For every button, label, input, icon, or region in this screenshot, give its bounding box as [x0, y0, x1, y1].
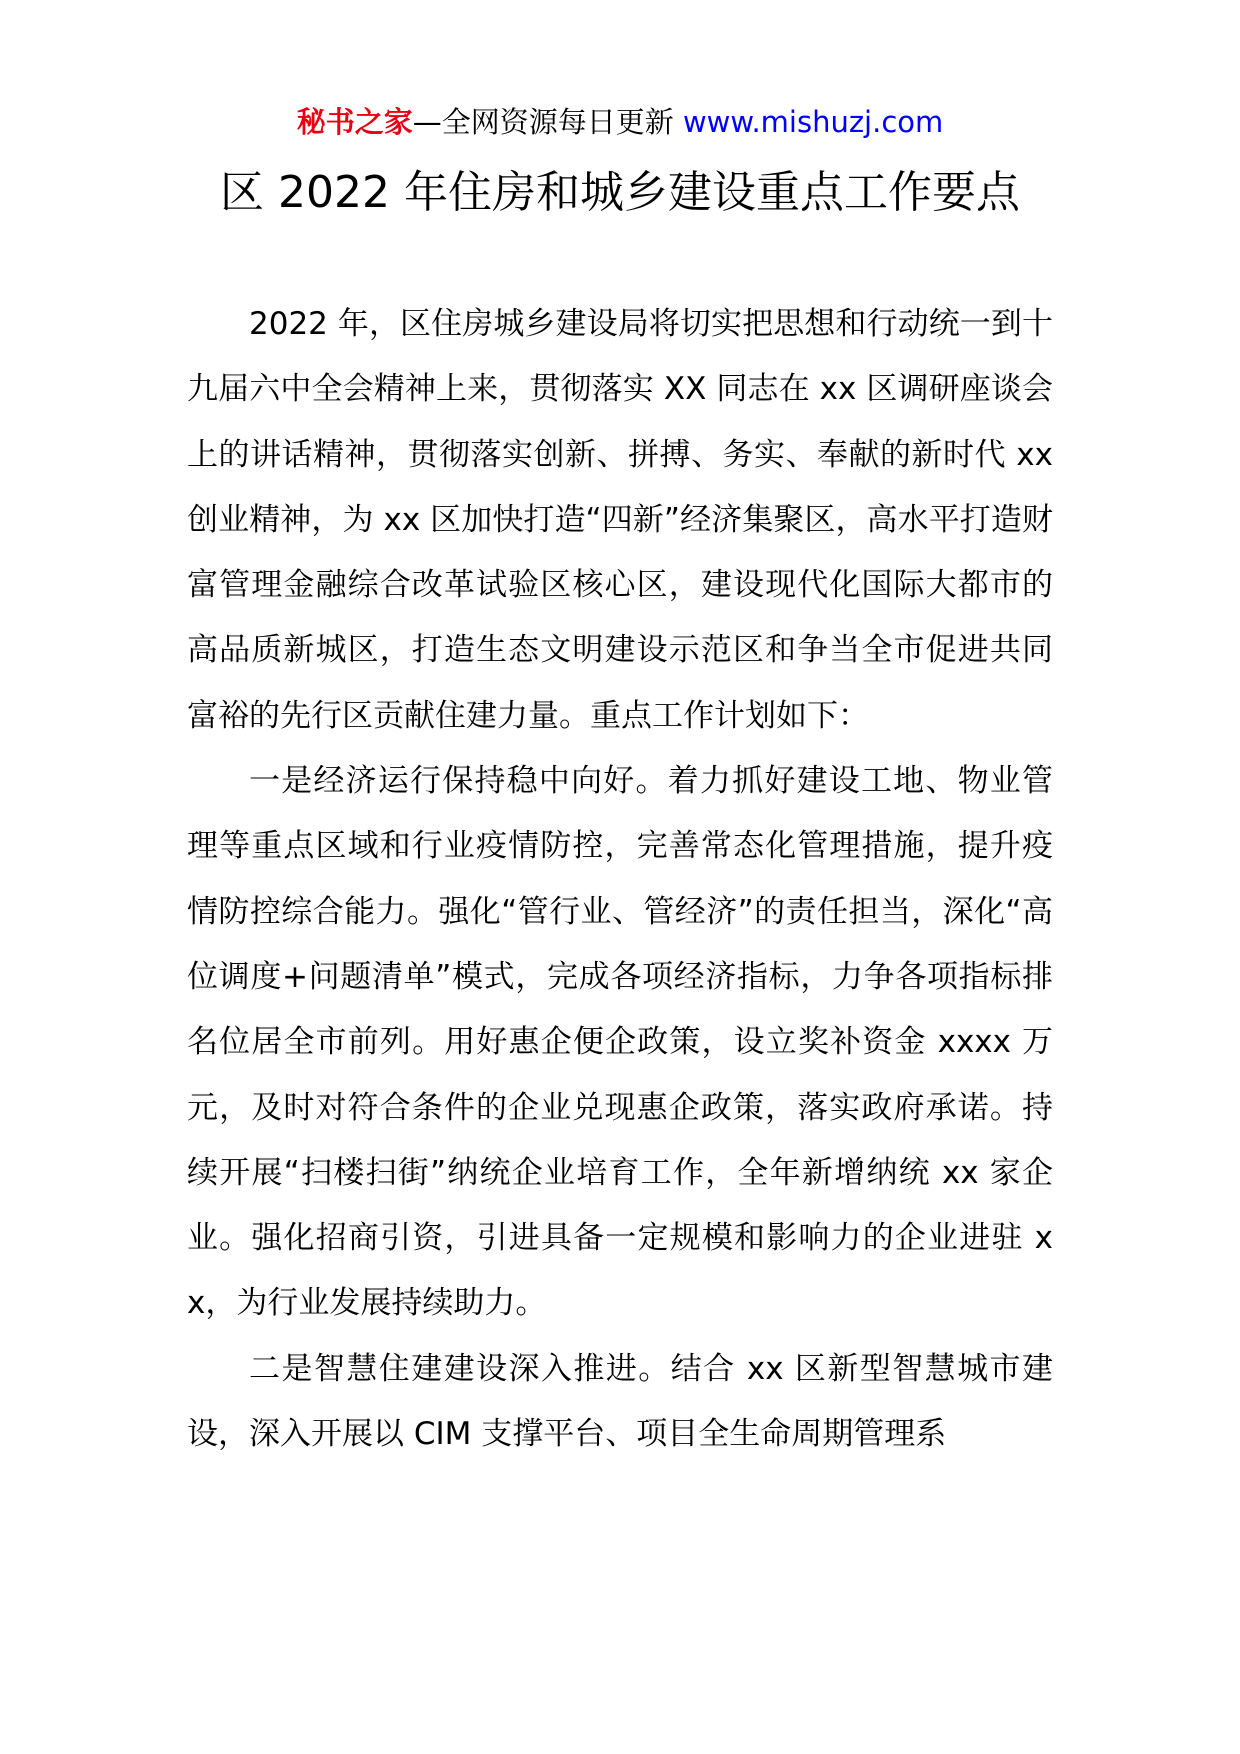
brand-name: 秘书之家 [296, 105, 413, 139]
paragraph-intro: 2022 年，区住房城乡建设局将切实把思想和行动统一到十九届六中全会精神上来，贯彻落实 XX 同志在 xx 区调研座谈会上的讲话精神，贯彻落实创新、拼搏、务实、奉献的新时代 xx 创业精神，为 xx 区加快打造“四新”经济集聚区，高水平打造财富管理金融综合改革试验区核心区，建设现代化国际大都市的高品质新城区，打造生态文明建设示范区和争当全市促进共同富裕的先行区贡献住建力量。重点工作计划如下： [187, 306, 1053, 734]
document-body [187, 292, 1053, 1467]
site-header [0, 102, 1240, 142]
document-title: 区 2022 年住房和城乡建设重点工作要点 [220, 167, 1020, 218]
paragraph-smart-construction: 二是智慧住建建设深入推进。结合 xx 区新型智慧城市建设，深入开展以 CIM 支撑平台、项目全生命周期管理系 [187, 1350, 1053, 1453]
site-slogan: —全网资源每日更新 [412, 105, 674, 139]
paragraph-economy: 一是经济运行保持稳中向好。着力抓好建设工地、物业管理等重点区域和行业疫情防控，完善常态化管理措施，提升疫情防控综合能力。强化“管行业、管经济”的责任担当，深化“高位调度+问题清单”模式，完成各项经济指标，力争各项指标排名位居全市前列。用好惠企便企政策，设立奖补资金 xxxx 万元，及时对符合条件的企业兑现惠企政策，落实政府承诺。持续开展“扫楼扫街”纳统企业培育工作，全年新增纳统 xx 家企业。强化招商引资，引进具备一定规模和影响力的企业进驻 xx，为行业发展持续助力。 [187, 763, 1053, 1322]
site-url-link[interactable]: www.mishuzj.com [682, 105, 944, 139]
